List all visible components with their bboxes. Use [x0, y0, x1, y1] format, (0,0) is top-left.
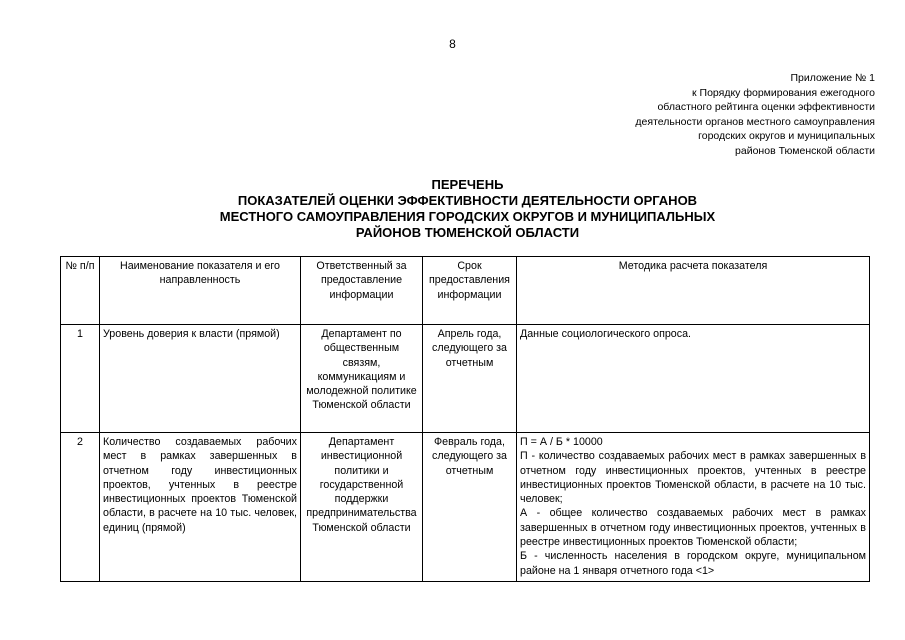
title-line: ПОКАЗАТЕЛЕЙ ОЦЕНКИ ЭФФЕКТИВНОСТИ ДЕЯТЕЛЬНОСТИ ОРГАНОВ: [237, 193, 698, 208]
method-line: Б - численность населения в городском округе, муниципальном районе на 1 января отчетного года <1>: [520, 550, 866, 577]
indicators-table: [60, 256, 870, 582]
table-row: [61, 433, 870, 582]
title-line: ПЕРЕЧЕНЬ: [431, 177, 504, 192]
row-num: 2: [61, 433, 100, 582]
appendix-line: областного рейтинга оценки эффективности: [657, 101, 875, 114]
header-deadline: Срок предоставления информации: [423, 257, 517, 325]
title-line: МЕСТНОГО САМОУПРАВЛЕНИЯ ГОРОДСКИХ ОКРУГОВ И МУНИЦИПАЛЬНЫХ: [219, 209, 716, 224]
header-method: Методика расчета показателя: [517, 257, 870, 325]
header-responsible: Ответственный за предоставление информации: [301, 257, 423, 325]
row-responsible: Департамент инвестиционной политики и государственной поддержки предпринимательства Тюменской области: [301, 433, 423, 582]
row-method: [517, 433, 870, 582]
table-row: [61, 325, 870, 433]
row-method: [517, 325, 870, 433]
appendix-line: городских округов и муниципальных: [698, 130, 875, 143]
method-formula: П = А / Б * 10000: [520, 436, 603, 448]
page-number: 8: [449, 37, 456, 51]
appendix-line: деятельности органов местного самоуправления: [635, 115, 875, 128]
appendix-line: к Порядку формирования ежегодного: [692, 86, 875, 99]
row-responsible: Департамент по общественным связям, коммуникациям и молодежной политике Тюменской области: [301, 325, 423, 433]
header-num: № п/п: [61, 257, 100, 325]
row-name: Уровень доверия к власти (прямой): [100, 325, 301, 433]
method-line: П - количество создаваемых рабочих мест в рамках завершенных в отчетном году инвестиционных проектов, учтенных в реестре инвестиционных проектов Тюменской области, в расчете на 10 тыс. человек;: [520, 450, 866, 506]
row-deadline: Апрель года, следующего за отчетным: [423, 325, 517, 433]
row-name: Количество создаваемых рабочих мест в рамках завершенных в отчетном году инвестиционных проектов, учтенных в реестре инвестиционных проектов Тюменской области, в расчете на 10 тыс. человек, единиц (прямой): [100, 433, 301, 582]
title-line: РАЙОНОВ ТЮМЕНСКОЙ ОБЛАСТИ: [355, 225, 580, 240]
appendix-note: [545, 71, 875, 159]
appendix-line: районов Тюменской области: [735, 144, 875, 157]
table-header-row: [61, 257, 870, 325]
appendix-line: Приложение № 1: [790, 72, 875, 84]
method-line: А - общее количество создаваемых рабочих мест в рамках завершенных в отчетном году инвестиционных проектов, учтенных в реестре инвестиционных проектов Тюменской области;: [520, 507, 866, 549]
row-num: 1: [61, 325, 100, 433]
row-deadline: Февраль года, следующего за отчетным: [423, 433, 517, 582]
method-line: Данные социологического опроса.: [520, 328, 692, 340]
document-title: [60, 177, 875, 241]
header-name: Наименование показателя и его направленность: [100, 257, 301, 325]
